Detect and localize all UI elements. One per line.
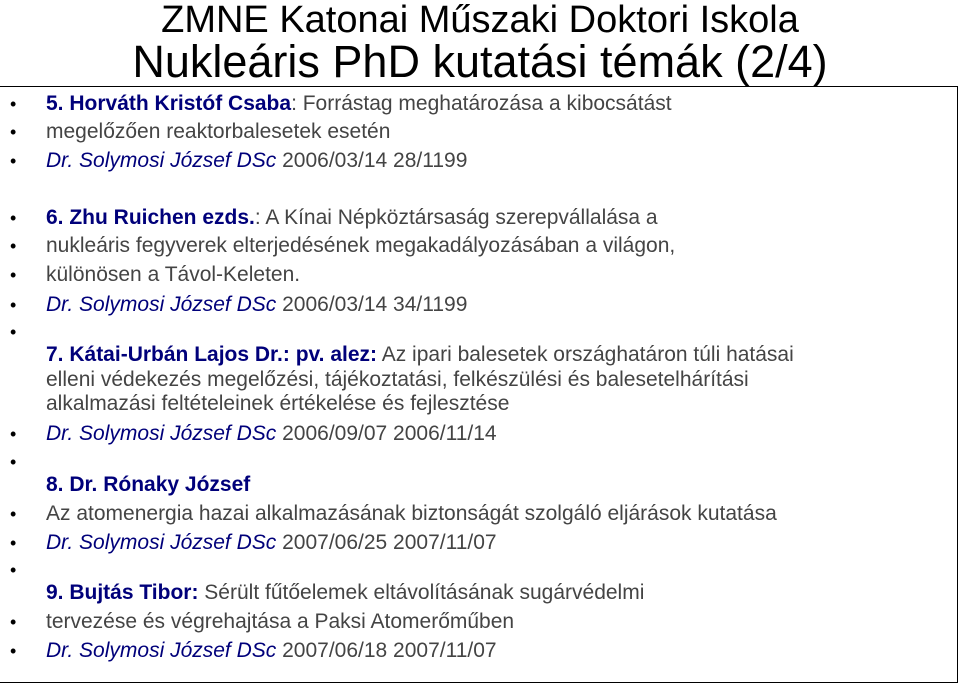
item-8-name: 8. Dr. Rónaky József (46, 473, 251, 496)
item-7-line-1 (46, 342, 794, 368)
bullet: • (10, 94, 17, 114)
item-6-supervisor (46, 292, 467, 318)
bullet: • (10, 265, 17, 285)
item-7-line-3: alkalmazási feltételeinek értékelése és fejlesztése (46, 392, 510, 415)
school-title: ZMNE Katonai Műszaki Doktori Iskola (161, 0, 799, 41)
item-9-line-1 (46, 580, 644, 606)
bullet: • (10, 504, 17, 524)
item-9-name: 9. Bujtás Tibor: (46, 581, 199, 604)
bullet: • (10, 151, 17, 171)
supervisor-name: Dr. Solymosi József DSc (46, 293, 277, 316)
supervisor-name: Dr. Solymosi József DSc (46, 149, 277, 172)
dates: 2006/03/14 34/1199 (276, 293, 468, 316)
bullet: • (10, 322, 17, 342)
bullet: • (10, 208, 17, 228)
item-9-line-2: tervezése és végrehajtása a Paksi Atomerőműben (46, 610, 515, 633)
dates: 2007/06/18 2007/11/07 (276, 639, 497, 662)
item-5-line-1 (46, 91, 672, 117)
supervisor-name: Dr. Solymosi József DSc (46, 531, 277, 554)
dates: 2006/03/14 28/1199 (276, 149, 468, 172)
supervisor-name: Dr. Solymosi József DSc (46, 639, 277, 662)
item-9-supervisor (46, 638, 497, 664)
item-9-topic: Sérült fűtőelemek eltávolításának sugárvédelmi (198, 581, 645, 604)
bullet: • (10, 641, 17, 661)
dates: 2007/06/25 2007/11/07 (276, 531, 497, 554)
item-6-topic: : A Kínai Népköztársaság szerepvállalása a (254, 206, 658, 229)
bullet: • (10, 295, 17, 315)
item-8-line-1 (46, 472, 250, 498)
item-6-line-2: nukleáris fegyverek elterjedésének megakadályozásában a világon, (46, 234, 676, 257)
item-7-supervisor (46, 421, 497, 447)
item-6-name: 6. Zhu Ruichen ezds. (46, 206, 255, 229)
item-6-line-1 (46, 205, 658, 231)
item-7-name: 7. Kátai-Urbán Lajos Dr.: pv. alez: (46, 343, 378, 366)
item-7-topic: Az ipari balesetek országhatáron túli hatásai (377, 343, 794, 366)
dates: 2006/09/07 2006/11/14 (276, 422, 497, 445)
item-6-line-3: különösen a Távol-Keleten. (46, 263, 301, 286)
bullet: • (10, 236, 17, 256)
bullet: • (10, 560, 17, 580)
item-5-line-2: megelőzően reaktorbalesetek esetén (46, 120, 391, 143)
item-7-line-2: elleni védekezés megelőzési, tájékoztatási, felkészülési és balesetelhárítási (46, 368, 749, 391)
bullet: • (10, 122, 17, 142)
item-8-topic: Az atomenergia hazai alkalmazásának biztonságát szolgáló eljárások kutatása (46, 502, 777, 525)
bullet: • (10, 452, 17, 472)
bullet: • (10, 612, 17, 632)
supervisor-name: Dr. Solymosi József DSc (46, 422, 277, 445)
bullet: • (10, 424, 17, 444)
item-5-topic: : Forrástag meghatározása a kibocsátást (291, 92, 672, 115)
item-8-supervisor (46, 530, 497, 556)
item-5-name: 5. Horváth Kristóf Csaba (46, 92, 292, 115)
item-5-supervisor (46, 148, 467, 174)
bullet: • (10, 533, 17, 553)
page-title: Nukleáris PhD kutatási témák (2/4) (132, 36, 828, 87)
